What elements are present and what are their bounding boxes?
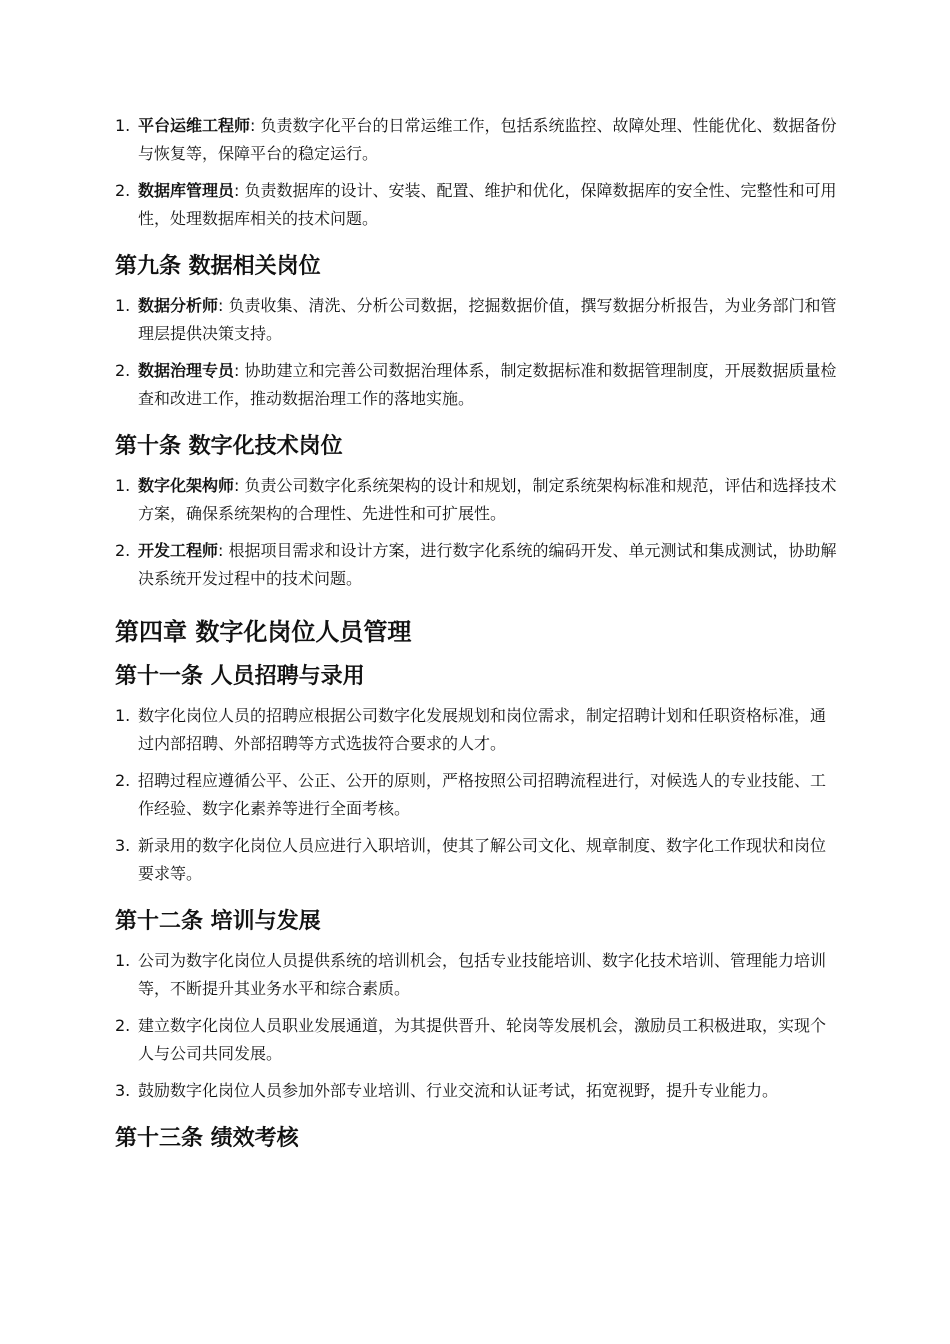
role-desc: : 协助建立和完善公司数据治理体系，制定数据标准和数据管理制度，开展数据质量检查和改进工作，推动数据治理工作的落地实施。 <box>138 361 837 408</box>
list-text: 鼓励数字化岗位人员参加外部专业培训、行业交流和认证考试，拓宽视野，提升专业能力。 <box>138 1081 779 1100</box>
list-number: 1. <box>115 706 131 725</box>
role-desc: : 根据项目需求和设计方案，进行数字化系统的编码开发、单元测试和集成测试，协助解决系统开发过程中的技术问题。 <box>138 541 837 588</box>
list-number: 3. <box>115 1081 131 1100</box>
list-item <box>115 947 840 1003</box>
article-heading: 第十二条 培训与发展 <box>115 909 321 934</box>
role-term: 数据库管理员 <box>138 181 235 200</box>
role-desc: : 负责收集、清洗、分析公司数据，挖掘数据价值，撰写数据分析报告，为业务部门和管理层提供决策支持。 <box>138 296 837 343</box>
list-number: 1. <box>115 296 131 315</box>
list-item <box>115 112 840 168</box>
role-term: 数字化架构师 <box>138 476 235 495</box>
list-number: 2. <box>115 541 131 560</box>
role-desc: : 负责公司数字化系统架构的设计和规划，制定系统架构标准和规范，评估和选择技术方案，确保系统架构的合理性、先进性和可扩展性。 <box>138 476 837 523</box>
list-item <box>115 292 840 348</box>
role-term: 数据治理专员 <box>138 361 235 380</box>
role-desc: : 负责数字化平台的日常运维工作，包括系统监控、故障处理、性能优化、数据备份与恢复等，保障平台的稳定运行。 <box>138 116 837 163</box>
role-list-data <box>115 292 840 413</box>
role-list-ops <box>115 112 840 233</box>
role-list-tech <box>115 472 840 593</box>
document-page <box>115 112 840 1164</box>
list-item <box>115 177 840 233</box>
article-heading: 第九条 数据相关岗位 <box>115 254 321 279</box>
list-number: 1. <box>115 476 131 495</box>
training-list <box>115 947 840 1105</box>
list-number: 2. <box>115 181 131 200</box>
list-item <box>115 537 840 593</box>
list-item <box>115 767 840 823</box>
list-number: 2. <box>115 361 131 380</box>
chapter-heading: 第四章 数字化岗位人员管理 <box>115 618 412 646</box>
list-item <box>115 1077 840 1105</box>
list-item <box>115 1012 840 1068</box>
role-term: 开发工程师 <box>138 541 219 560</box>
role-desc: : 负责数据库的设计、安装、配置、维护和优化，保障数据库的安全性、完整性和可用性，处理数据库相关的技术问题。 <box>138 181 837 228</box>
list-item <box>115 357 840 413</box>
recruit-list <box>115 702 840 888</box>
list-number: 1. <box>115 951 131 970</box>
list-item <box>115 832 840 888</box>
role-term: 平台运维工程师 <box>138 116 251 135</box>
list-text: 公司为数字化岗位人员提供系统的培训机会，包括专业技能培训、数字化技术培训、管理能力培训等，不断提升其业务水平和综合素质。 <box>138 951 827 998</box>
article-heading: 第十条 数字化技术岗位 <box>115 434 343 459</box>
list-text: 新录用的数字化岗位人员应进行入职培训，使其了解公司文化、规章制度、数字化工作现状和岗位要求等。 <box>138 836 827 883</box>
list-item <box>115 702 840 758</box>
role-term: 数据分析师 <box>138 296 219 315</box>
list-number: 3. <box>115 836 131 855</box>
list-number: 2. <box>115 771 131 790</box>
list-number: 2. <box>115 1016 131 1035</box>
article-heading: 第十三条 绩效考核 <box>115 1126 299 1151</box>
article-heading: 第十一条 人员招聘与录用 <box>115 664 365 689</box>
list-number: 1. <box>115 116 131 135</box>
list-item <box>115 472 840 528</box>
list-text: 建立数字化岗位人员职业发展通道，为其提供晋升、轮岗等发展机会，激励员工积极进取，实现个人与公司共同发展。 <box>138 1016 827 1063</box>
list-text: 数字化岗位人员的招聘应根据公司数字化发展规划和岗位需求，制定招聘计划和任职资格标准，通过内部招聘、外部招聘等方式选拔符合要求的人才。 <box>138 706 827 753</box>
list-text: 招聘过程应遵循公平、公正、公开的原则，严格按照公司招聘流程进行，对候选人的专业技能、工作经验、数字化素养等进行全面考核。 <box>138 771 827 818</box>
